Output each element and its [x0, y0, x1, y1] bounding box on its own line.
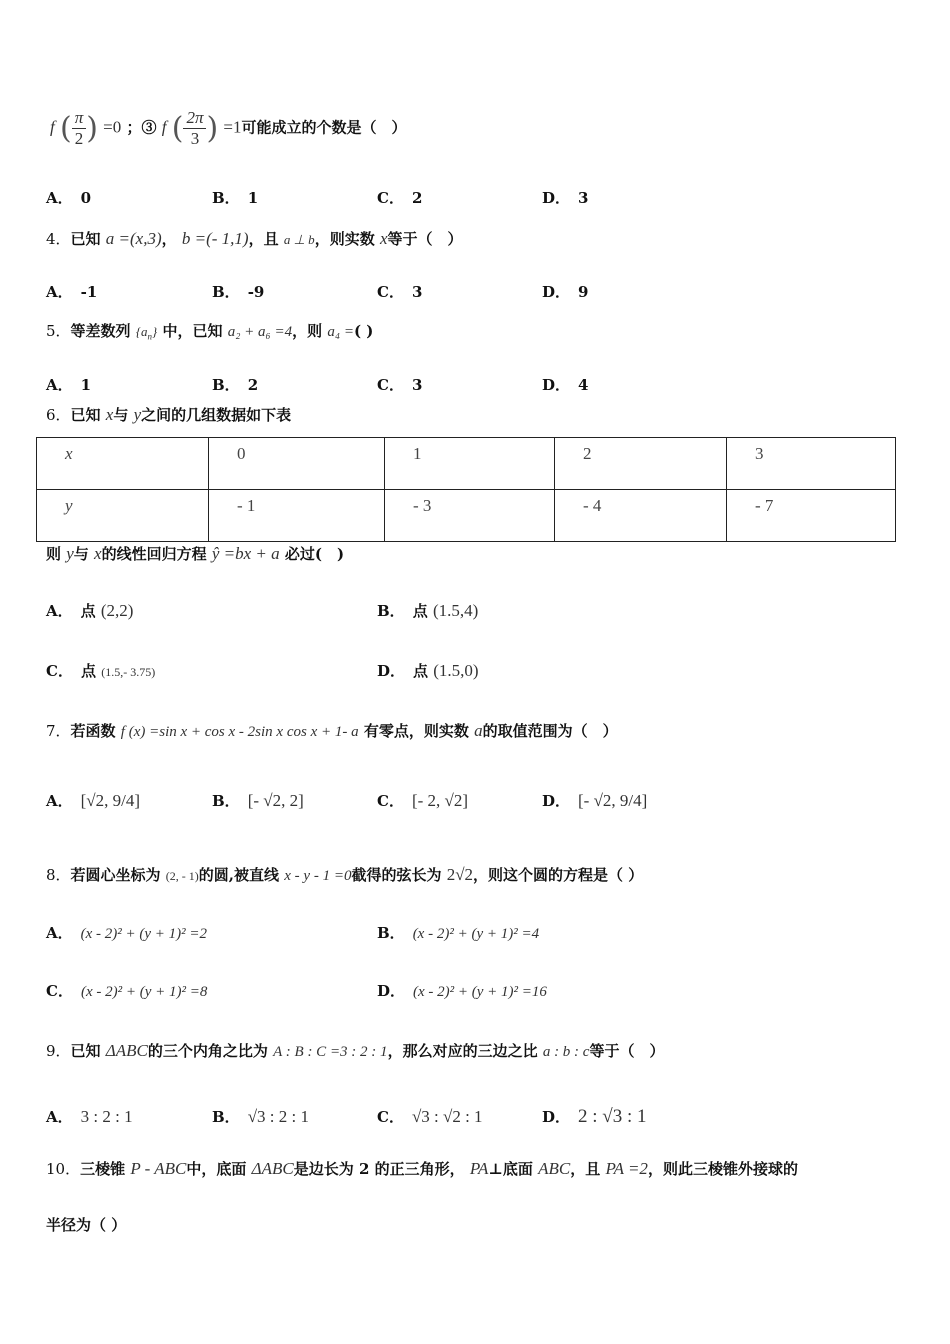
q9-option-d[interactable]: D． 2 : √3 : 1: [542, 1106, 647, 1127]
q4-option-c[interactable]: C． 3: [377, 283, 423, 301]
q7-stem: 7．若函数 f (x) =sin x + cos x - 2sin x cos x + 1- a 有零点，则实数 a的取值范围为（ ）: [46, 721, 618, 740]
q3-option-c[interactable]: C． 2: [377, 189, 423, 207]
q3-f2: f: [161, 117, 167, 137]
q5-stem: 5．等差数列 $\{a_n\}$ 中，已知 a₂ + a₆ =4，则 a₄ =( ): [46, 322, 374, 342]
q5-option-b[interactable]: B． 2: [212, 376, 259, 394]
q8-option-d[interactable]: D． (x - 2)² + (y + 1)² =16: [377, 982, 547, 1000]
table-row: y - 1 - 3 - 4 - 7: [37, 490, 896, 542]
q8-option-c[interactable]: C． (x - 2)² + (y + 1)² =8: [46, 982, 208, 1000]
q9-option-c[interactable]: C． √3 : √2 : 1: [377, 1107, 483, 1126]
q6-stem-2: 则 y与 x的线性回归方程 ŷ =bx + a 必过( ): [46, 544, 345, 563]
q4-stem: 4．已知 a =(x,3)， b =(- 1,1)，且 a ⊥ b，则实数 x等于（ ）: [46, 229, 463, 248]
q9-stem: 9．已知 ΔABC的三个内角之比为 A : B : C =3 : 2 : 1，那么对应的三边之比 a : b : c等于（ ）: [46, 1041, 665, 1060]
q6-option-d[interactable]: D． 点 (1.5,0): [377, 661, 479, 680]
q3-frac2: $\frac{2\pi}{3}$: [183, 108, 206, 149]
q7-option-b[interactable]: B． [- √2, 2]: [212, 791, 304, 810]
q3-text: 可能成立的个数是（ ）: [241, 118, 407, 137]
q4-option-b[interactable]: B． -9: [212, 283, 265, 301]
q3-option-d[interactable]: D． 3: [542, 189, 589, 207]
q4-option-a[interactable]: A． -1: [46, 283, 98, 301]
q3-f1: f: [50, 117, 55, 137]
q5-option-d[interactable]: D． 4: [542, 376, 589, 394]
q3-option-b[interactable]: B． 1: [212, 189, 259, 207]
q3-option-a[interactable]: A． 0: [46, 189, 92, 207]
q3-sep: ；③: [126, 118, 157, 137]
q10-stem-2: 半径为（ ）: [46, 1216, 127, 1234]
q6-option-a[interactable]: A． 点 (2,2): [46, 601, 134, 620]
q8-option-b[interactable]: B． (x - 2)² + (y + 1)² =4: [377, 924, 540, 942]
table-row: x 0 1 2 3: [37, 438, 896, 490]
q5-option-a[interactable]: A． 1: [46, 376, 92, 394]
q3-eq2: =1: [223, 117, 242, 137]
q7-option-c[interactable]: C． [- 2, √2]: [377, 791, 469, 810]
q8-option-a[interactable]: A． (x - 2)² + (y + 1)² =2: [46, 924, 208, 942]
q7-option-d[interactable]: D． [- √2, 9/4]: [542, 791, 648, 810]
q6-stem: 6．已知 x与 y之间的几组数据如下表: [46, 405, 292, 424]
q6-option-b[interactable]: B． 点 (1.5,4): [377, 601, 479, 620]
q3-eq1: =0: [103, 117, 122, 137]
q4-option-d[interactable]: D． 9: [542, 283, 589, 301]
q5-option-c[interactable]: C． 3: [377, 376, 423, 394]
q6-option-c[interactable]: C． 点 (1.5,- 3.75): [46, 662, 156, 680]
q8-stem: 8．若圆心坐标为 (2, - 1)的圆,被直线 x - y - 1 =0截得的弦长为 2√2，则这个圆的方程是（ ）: [46, 865, 644, 884]
q3-frac1: $\frac{\pi}{2}$: [72, 108, 87, 149]
q9-option-b[interactable]: B． √3 : 2 : 1: [212, 1107, 309, 1126]
q7-option-a[interactable]: A． [√2, 9/4]: [46, 791, 141, 810]
q3-tail: f ( $\frac{\pi}{2}$ ) =0 ；③ f ( $\frac{2\pi}{3}$ ) =1可能成立的个数是（ ）: [50, 108, 407, 148]
q9-option-a[interactable]: A． 3 : 2 : 1: [46, 1107, 133, 1126]
q6-data-table: [36, 437, 896, 542]
q10-stem: 10．三棱锥 P - ABC中，底面 ΔABC是边长为 2 的正三角形， PA⊥底面 ABC，且 PA =2，则此三棱锥外接球的: [46, 1159, 798, 1178]
